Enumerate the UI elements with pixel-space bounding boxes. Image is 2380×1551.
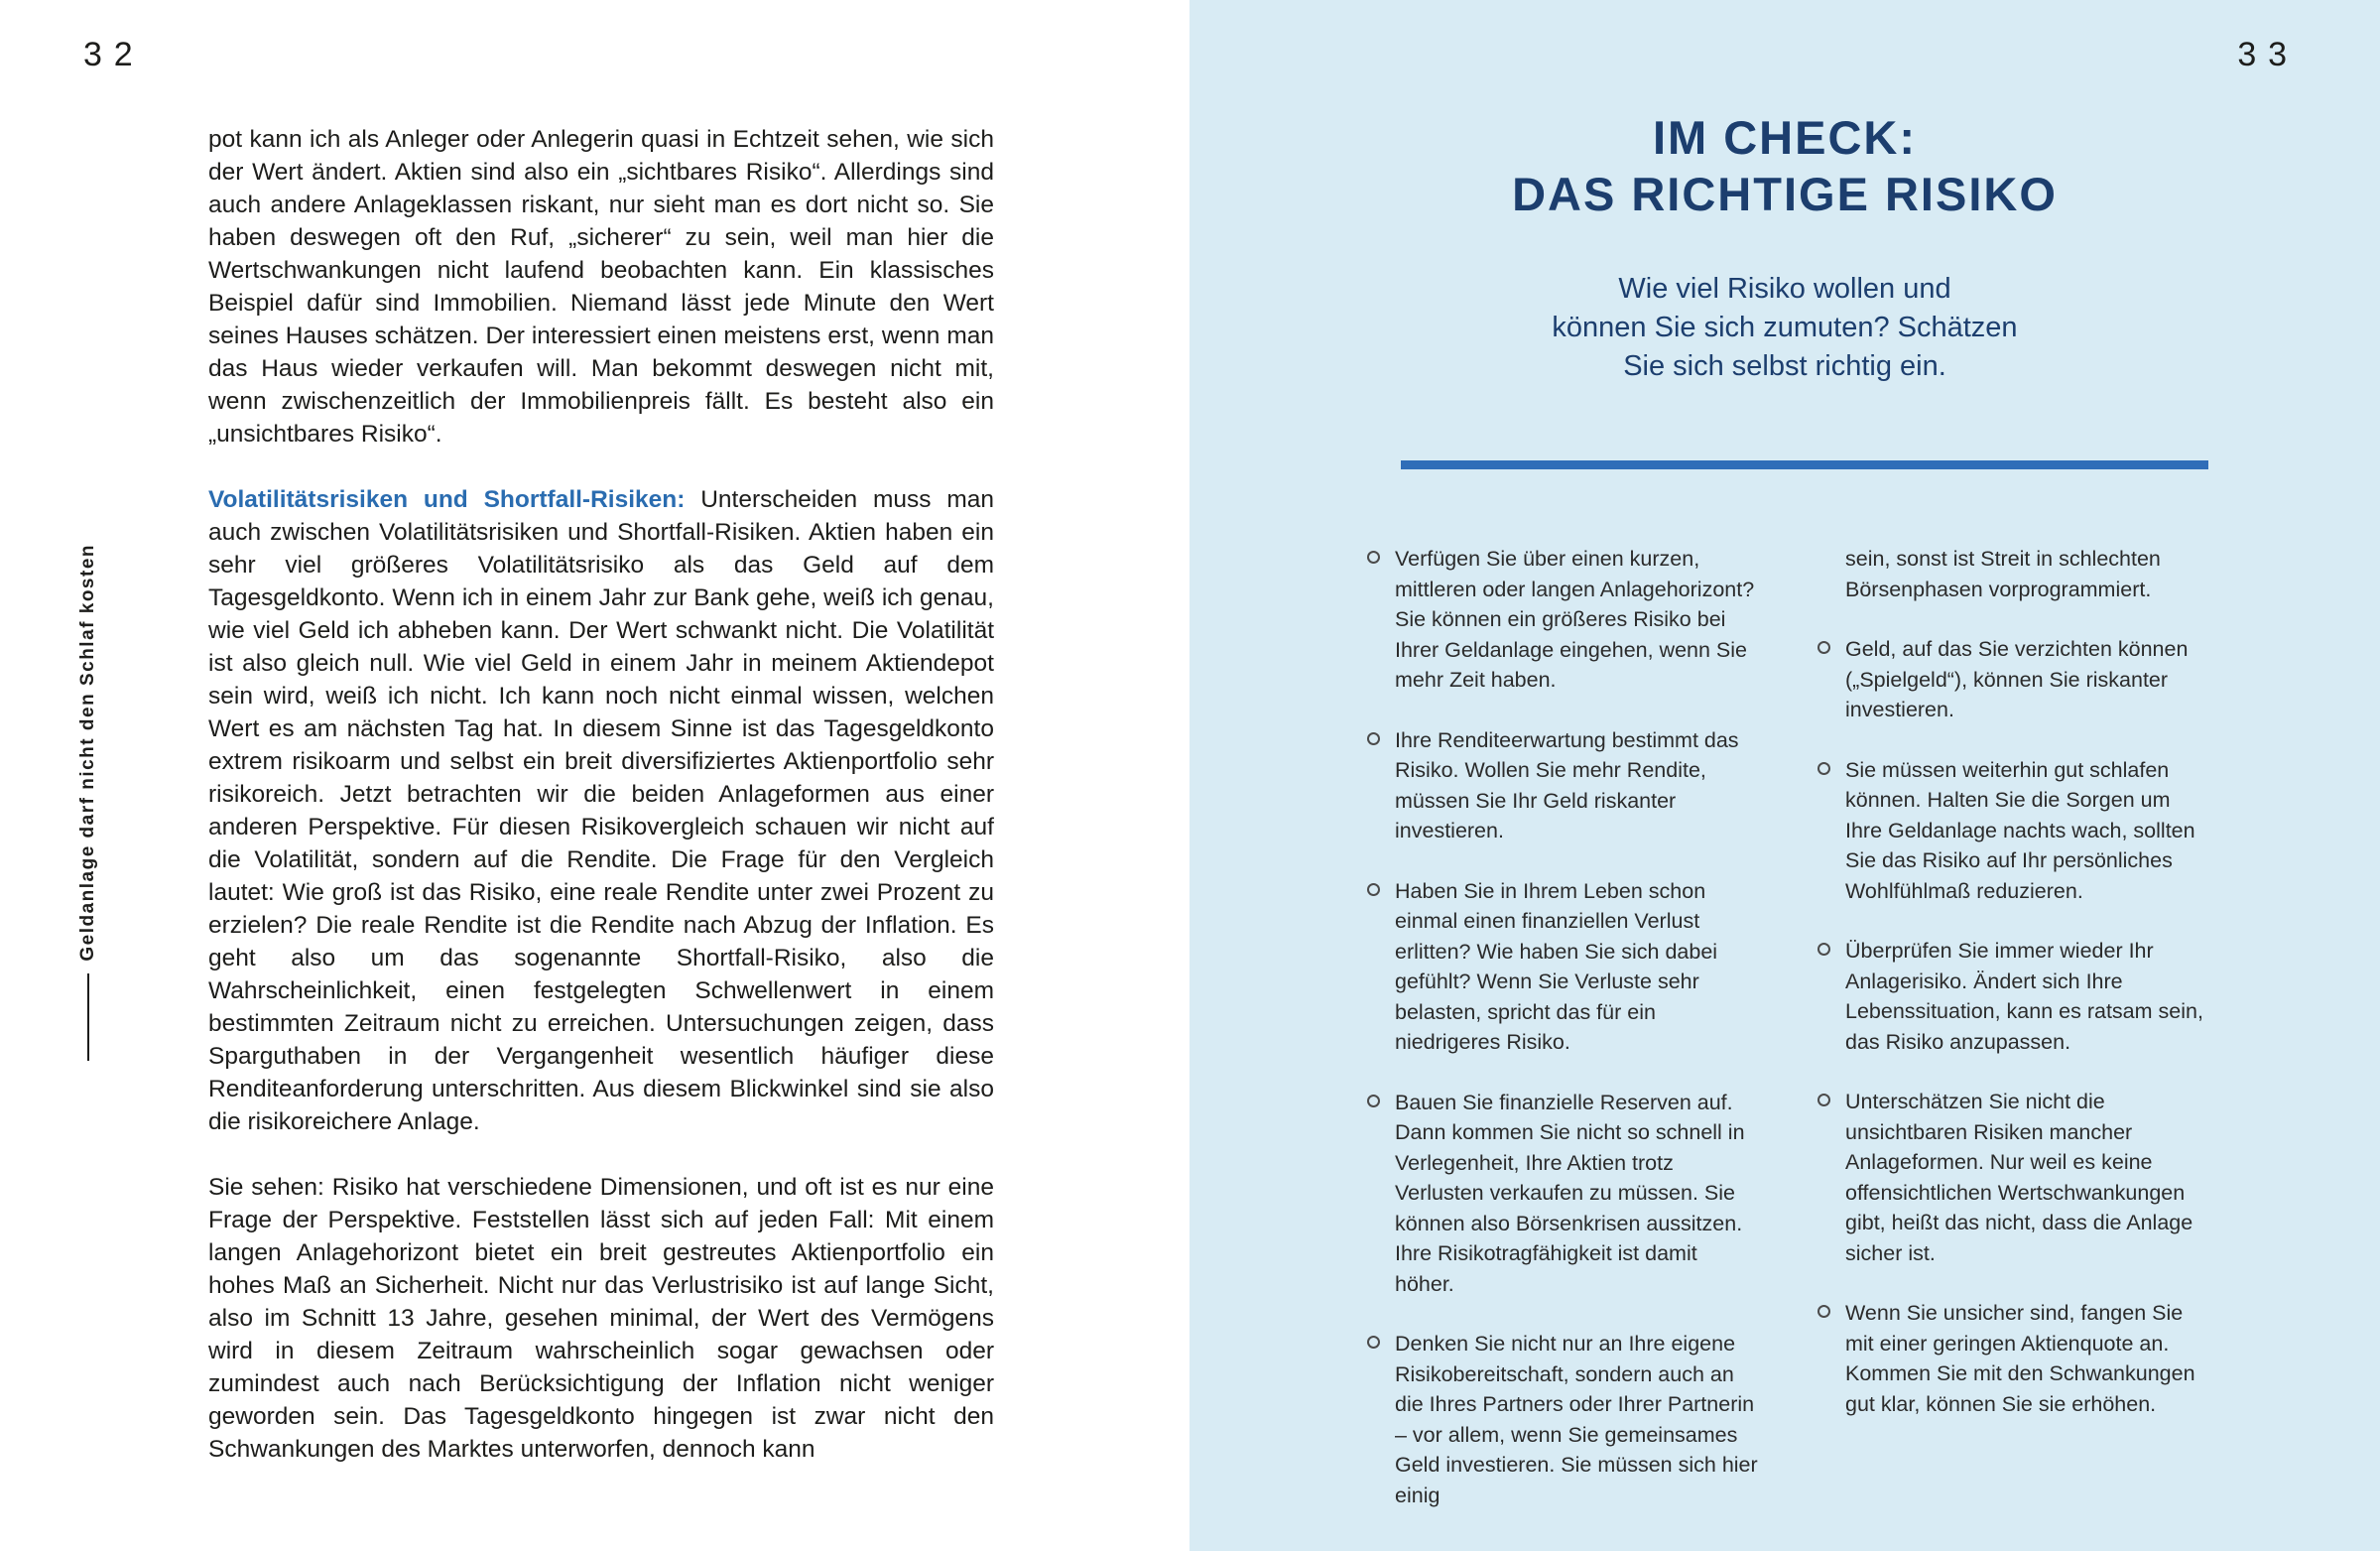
checklist-item	[1367, 1088, 1762, 1300]
checklist-item	[1367, 725, 1762, 846]
checklist-item	[1817, 1298, 2210, 1419]
checklist-item-text: sein, sonst ist Streit in schlechten Börsenphasen vorprogrammiert.	[1845, 547, 2161, 601]
paragraph: Sie sehen: Risiko hat verschiedene Dimensionen, und oft ist es nur eine Frage der Perspektive. Feststellen lässt sich auf jeden Fall: Mit einem langen Anlagehorizont bietet ein breit gestreutes Aktienportfolio ein hohes Maß an Sicherheit. Nicht nur das Verlustrisiko ist auf lange Sicht, also im Schnitt 13 Jahre, gesehen minimal, der Wert des Vermögens wird in diesem Zeitraum wahrscheinlich sogar gewachsen oder zumindest auch nach Berücksichtigung der Inflation nicht weniger geworden sein. Das Tagesgeldkonto hingegen ist zwar nicht den Schwankungen des Marktes unterworfen, dennoch kann	[208, 1174, 994, 1463]
circle-bullet-icon	[1367, 1336, 1380, 1349]
checklist-item-text: Ihre Renditeerwartung bestimmt das Risiko. Wollen Sie mehr Rendite, müssen Sie Ihr Geld riskanter investieren.	[1395, 727, 1739, 842]
page-number-right: 33	[2237, 36, 2299, 73]
page-title	[1190, 109, 2380, 222]
checklist-item-text: Wenn Sie unsicher sind, fangen Sie mit einer geringen Aktienquote an. Kommen Sie mit den Schwankungen gut klar, können Sie sie erhöhen.	[1845, 1301, 2195, 1416]
checklist-item	[1817, 1087, 2210, 1268]
checklist-item-text: Denken Sie nicht nur an Ihre eigene Risikobereitschaft, sondern auch an die Ihres Partners oder Ihrer Partnerin – vor allem, wenn Sie gemeinsames Geld investieren. Sie müssen sich hier einig	[1395, 1332, 1758, 1507]
checklist-item	[1367, 544, 1762, 696]
checklist-item-continuation	[1817, 544, 2210, 604]
circle-bullet-icon	[1817, 1094, 1830, 1106]
subtitle-line: können Sie sich zumuten? Schätzen	[1552, 312, 2018, 343]
circle-bullet-icon	[1817, 641, 1830, 654]
checklist-item-text: Bauen Sie finanzielle Reserven auf. Dann kommen Sie nicht so schnell in Verlegenheit, Ihre Aktien trotz Verlusten verkaufen zu müssen. Sie können also Börsenkrisen aussitzen. Ihre Risikotragfähigkeit ist damit höher.	[1395, 1090, 1745, 1296]
checklist-column-2	[1817, 544, 2210, 1449]
chapter-vertical-text: Geldanlage darf nicht den Schlaf kosten	[77, 544, 98, 962]
checklist-item	[1817, 634, 2210, 725]
page-title-line2: DAS RICHTIGE RISIKO	[1512, 168, 2058, 220]
paragraph-text: Unterscheiden muss man auch zwischen Volatilitätsrisiken und Shortfall-Risiken. Aktien haben ein sehr viel größeres Volatilitätsrisiko als das Geld auf dem Tagesgeldkonto. Wenn ich in einem Jahr zur Bank gehe, weiß ich genau, wie viel Geld ich abheben kann. Der Wert schwankt nicht. Die Volatilität ist also gleich null. Wie viel Geld in einem Jahr in meinem Aktiendepot sein wird, weiß ich nicht. Ich kann noch nicht einmal wissen, welchen Wert es am nächsten Tag hat. In diesem Sinne ist das Tagesgeldkonto extrem risikoarm und selbst ein breit diversifiziertes Aktienportfolio sehr risikoreich. Jetzt betrachten wir die beiden Anlageformen aus einer anderen Perspektive. Für diesen Risikovergleich schauen wir nicht auf die Volatilität, sondern auf die Rendite. Die Frage für den Vergleich lautet: Wie groß ist das Risiko, eine reale Rendite unter zwei Prozent zu erzielen? Die reale Rendite ist die Rendite nach Abzug der Inflation. Es geht also um das sogenannte Shortfall-Risiko, also die Wahrscheinlichkeit, einen festgelegten Schwellenwert in einem bestimmten Zeitraum nicht zu erreichen. Untersuchungen zeigen, dass Sparguthaben in der Vergangenheit wesentlich häufiger diese Renditeanforderung unterschritten. Aus diesem Blickwinkel sind sie also die risikoreichere Anlage.	[208, 486, 994, 1135]
page-number-left: 32	[83, 36, 145, 73]
circle-bullet-icon	[1817, 762, 1830, 775]
checklist-item-text: Haben Sie in Ihrem Leben schon einmal einen finanziellen Verlust erlitten? Wie haben Sie sich dabei gefühlt? Wenn Sie Verluste sehr belasten, spricht das für ein niedrigeres Risiko.	[1395, 878, 1718, 1054]
checklist-item-text: Überprüfen Sie immer wieder Ihr Anlagerisiko. Ändert sich Ihre Lebenssituation, kann es ratsam sein, das Risiko anzupassen.	[1845, 939, 2203, 1054]
chapter-margin-label	[77, 544, 99, 1061]
checklist-column-1	[1367, 544, 1762, 1540]
chapter-rule-line	[87, 973, 89, 1061]
checklist-item-text: Sie müssen weiterhin gut schlafen können. Halten Sie die Sorgen um Ihre Geldanlage nachts wach, sollten Sie das Risiko auf Ihr persönliches Wohlfühlmaß reduzieren.	[1845, 757, 2195, 903]
circle-bullet-icon	[1817, 943, 1830, 956]
subtitle-line: Wie viel Risiko wollen und	[1618, 273, 1951, 305]
circle-bullet-icon	[1367, 732, 1380, 745]
checklist-item-text: Verfügen Sie über einen kurzen, mittleren oder langen Anlagehorizont? Sie können ein größeres Risiko bei Ihrer Geldanlage eingehen, wenn Sie mehr Zeit haben.	[1395, 547, 1755, 692]
section-divider-bar	[1401, 460, 2208, 469]
paragraph-lead-in: Volatilitätsrisiken und Shortfall-Risiken:	[208, 486, 701, 513]
checklist-item	[1367, 876, 1762, 1058]
circle-bullet-icon	[1367, 1095, 1380, 1107]
checklist-item	[1367, 1329, 1762, 1510]
circle-bullet-icon	[1367, 883, 1380, 896]
body-text-column	[208, 123, 994, 1498]
circle-bullet-icon	[1817, 1305, 1830, 1318]
checklist-item-text: Geld, auf das Sie verzichten können („Spielgeld“), können Sie riskanter investieren.	[1845, 637, 2189, 721]
checklist-item	[1817, 755, 2210, 907]
subtitle-line: Sie sich selbst richtig ein.	[1623, 350, 1946, 382]
right-page	[1190, 0, 2380, 1551]
checklist-item-text: Unterschätzen Sie nicht die unsichtbaren Risiken mancher Anlageformen. Nur weil es keine offensichtlichen Wertschwankungen gibt, heißt das nicht, dass die Anlage sicher ist.	[1845, 1090, 2193, 1265]
circle-bullet-icon	[1367, 551, 1380, 564]
page-title-line1: IM CHECK:	[1652, 111, 1918, 164]
paragraph: pot kann ich als Anleger oder Anlegerin quasi in Echtzeit sehen, wie sich der Wert ändert. Aktien sind also ein „sichtbares Risiko“. Allerdings sind auch andere Anlageklassen riskant, nur sieht man es dort nicht so. Sie haben deswegen oft den Ruf, „sicherer“ zu sein, weil man hier die Wertschwankungen nicht laufend beobachten kann. Ein klassisches Beispiel dafür sind Immobilien. Niemand lässt jede Minute den Wert seines Hauses schätzen. Der interessiert einen meistens erst, wenn man das Haus wieder verkaufen will. Man bekommt deswegen nicht mit, wenn zwischenzeitlich der Immobilienpreis fällt. Es besteht also ein „unsichtbares Risiko“.	[208, 126, 994, 448]
paragraph	[208, 483, 994, 1138]
page-subtitle	[1190, 270, 2380, 386]
checklist-item	[1817, 936, 2210, 1057]
